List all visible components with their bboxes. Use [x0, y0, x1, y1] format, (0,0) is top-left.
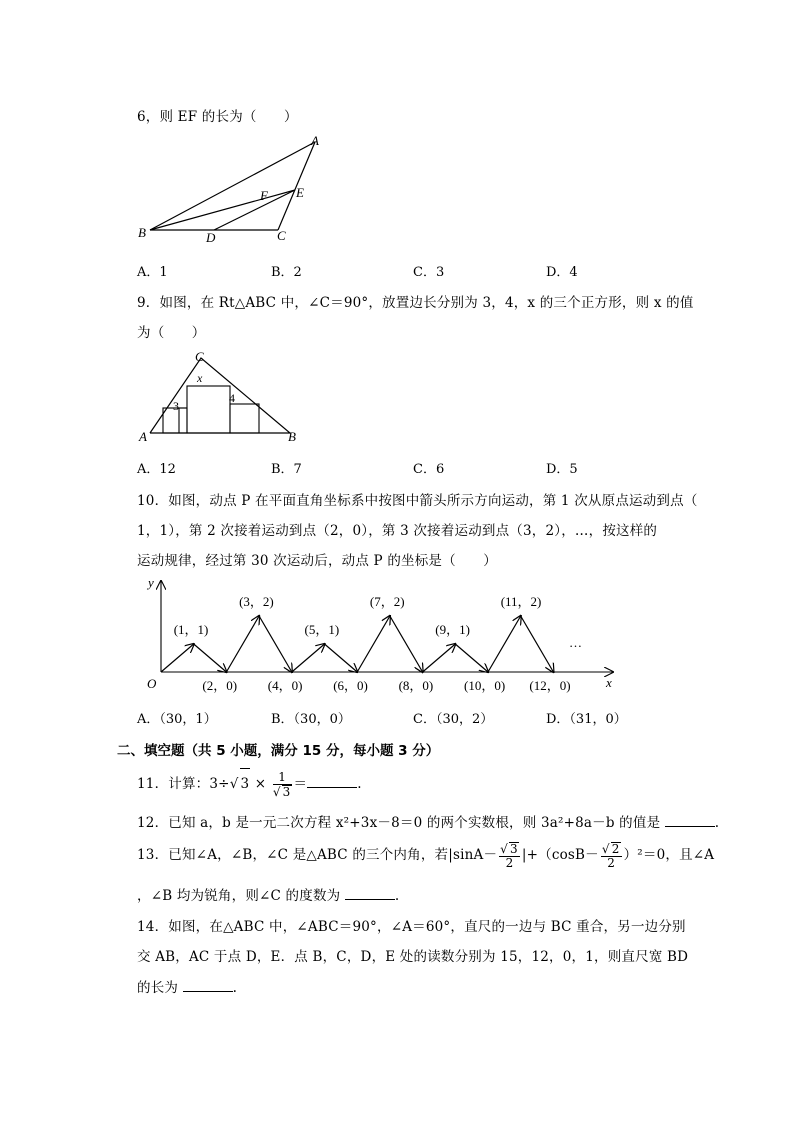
q10-peak-label: (5，1) — [304, 622, 340, 637]
q9-figure — [135, 348, 310, 448]
q12-text: 12．已知 a，b 是一元二次方程 x²+3x－8＝0 的两个实数根，则 3a²+8a－b 的值是 — [137, 815, 665, 831]
q10-motion-segment — [161, 644, 194, 672]
q10-peak-label: (11，2) — [500, 594, 542, 609]
q13-end: . — [394, 888, 400, 904]
q11-line — [137, 768, 362, 799]
q14-line3-text: 的长为 — [137, 980, 183, 996]
q9-option-d: D．5 — [546, 462, 578, 477]
q13-line2-text: ，∠B 均为锐角，则∠C 的度数为 — [137, 888, 345, 904]
q8-stem-tail: 6，则 EF 的长为（ ） — [137, 109, 298, 125]
q10-trough-label: (12，0) — [529, 678, 571, 693]
q8-option-b: B．2 — [271, 265, 302, 280]
q10-trough-label: (4，0) — [267, 678, 303, 693]
q13-part3: ）²＝0，且∠A — [623, 847, 715, 863]
q8-option-d: D．4 — [546, 265, 578, 280]
q9-option-a: A．12 — [137, 462, 176, 477]
q10-peak-label: (1，1) — [173, 622, 209, 637]
q9-label-3: 3 — [173, 399, 179, 413]
q10-option-a: A．（30，1） — [137, 712, 217, 727]
q10-trough-label: (2，0) — [202, 678, 238, 693]
q13-part2: |+（cosB－ — [521, 847, 599, 863]
q11-sqrt: √ 3 — [230, 776, 251, 792]
q10-trough-label: (10，0) — [464, 678, 506, 693]
q11-prefix: 11．计算：3÷ — [137, 776, 230, 792]
q14-line3 — [137, 976, 237, 996]
q11-end: . — [357, 776, 362, 792]
q10-motion-segment — [423, 644, 456, 672]
q8-option-a: A．1 — [137, 265, 168, 280]
q12-answer-blank — [665, 814, 715, 827]
q10-peak-label: (3，2) — [239, 594, 274, 609]
q9-label-A: A — [139, 429, 147, 444]
q10-motion-segment — [488, 616, 521, 672]
q10-option-d: D．（31，0） — [546, 712, 627, 727]
q14-line2: 交 AB，AC 于点 D，E．点 B，C，D，E 处的读数分别为 15，12，0，1，则直尺宽 BD — [137, 949, 689, 965]
q12-end: . — [714, 815, 720, 831]
q12-line — [137, 811, 719, 831]
q10-motion-segment — [194, 644, 227, 672]
q10-ellipsis: … — [569, 635, 582, 650]
q10-motion-segment — [259, 616, 292, 672]
q10-trough-label: (6，0) — [333, 678, 368, 693]
q10-origin-label: O — [147, 676, 157, 691]
q8-label-E: E — [296, 185, 304, 200]
q9-stem-line2: 为（ ） — [137, 325, 206, 341]
q10-figure — [135, 575, 625, 700]
q9-label-B: B — [288, 429, 296, 444]
q13-fraction-2: $\frac{√ 2}{2}$ — [601, 841, 620, 870]
q10-motion-segment — [390, 616, 423, 672]
q10-motion-segment — [325, 644, 358, 672]
q11-fraction: $\frac{1}{√ 3}$ — [272, 769, 291, 799]
q10-motion-segment — [357, 616, 390, 672]
q10-peak-label: (9，1) — [435, 622, 470, 637]
q13-fraction-1: $\frac{√ 3}{2}$ — [500, 841, 518, 870]
q10-stem-line2: 1，1），第 2 次接着运动到点（2，0），第 3 次接着运动到点（3，2），…，按这样的 — [137, 523, 658, 539]
q8-label-A: A — [311, 133, 319, 148]
section2-heading: 二、填空题（共 5 小题，满分 15 分，每小题 3 分） — [117, 743, 440, 759]
q10-stem-line1: 10．如图，动点 P 在平面直角坐标系中按图中箭头所示方向运动，第 1 次从原点运动到点（ — [137, 493, 698, 509]
q9-option-c: C．6 — [413, 462, 445, 477]
q11-answer-blank — [307, 775, 357, 788]
q8-option-c: C．3 — [413, 265, 445, 280]
q8-label-D: D — [206, 230, 216, 245]
q10-motion-segment — [455, 644, 488, 672]
q9-label-4: 4 — [229, 391, 235, 405]
q8-label-F: F — [260, 188, 268, 203]
q10-motion-segment — [226, 616, 259, 672]
q10-peak-label: (7，2) — [369, 594, 405, 609]
q9-stem-line1: 9．如图，在 Rt△ABC 中，∠C＝90°，放置边长分别为 3，4，x 的三个正方形，则 x 的值 — [137, 295, 694, 311]
q13-answer-blank — [345, 887, 395, 900]
q13-line2 — [137, 884, 399, 904]
q13-line1 — [137, 840, 714, 870]
q8-figure — [130, 130, 330, 245]
q14-line1: 14．如图，在△ABC 中，∠ABC＝90°，∠A＝60°，直尺的一边与 BC 重合，另一边分别 — [137, 919, 686, 935]
q13-part1: 13．已知∠A，∠B，∠C 是△ABC 的三个内角，若|sinA－ — [137, 847, 498, 863]
q10-option-b: B．（30，0） — [271, 712, 351, 727]
q8-label-B: B — [138, 225, 146, 240]
q10-axis-y-label: y — [148, 575, 154, 590]
q14-answer-blank — [183, 979, 233, 992]
q10-stem-line3: 运动规律，经过第 30 次运动后，动点 P 的坐标是（ ） — [137, 553, 497, 569]
q10-trough-label: (8，0) — [398, 678, 434, 693]
q14-end: . — [232, 980, 238, 996]
q8-label-C: C — [277, 228, 286, 243]
q9-label-x: x — [197, 371, 203, 385]
q10-axis-x-label: x — [606, 675, 612, 690]
q11-equals: ＝ — [293, 776, 308, 792]
q9-label-C: C — [195, 349, 204, 364]
q10-motion-segment — [521, 616, 554, 672]
q9-option-b: B．7 — [271, 462, 302, 477]
q10-option-c: C．（30，2） — [413, 712, 494, 727]
q10-motion-segment — [292, 644, 325, 672]
q11-times: × — [254, 776, 267, 792]
